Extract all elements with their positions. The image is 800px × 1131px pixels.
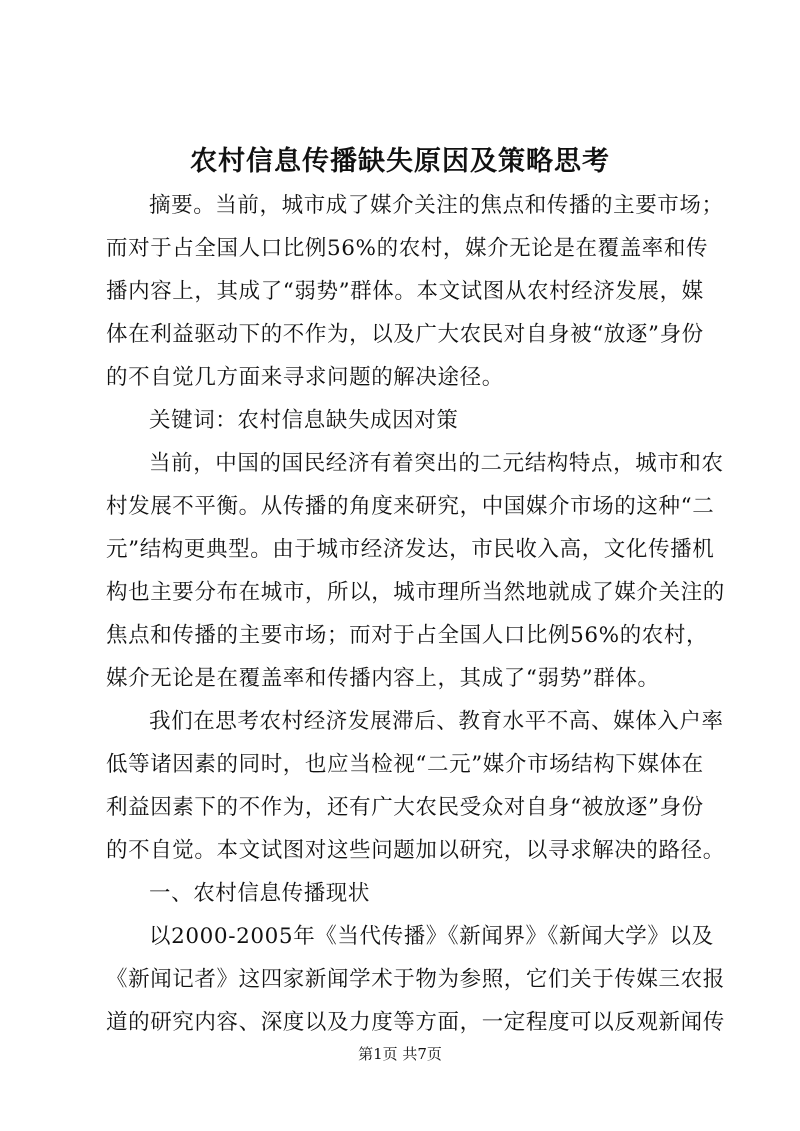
abstract-line-5: 的不自觉几方面来寻求问题的解决途径。	[106, 365, 504, 390]
body-line-9: 利益因素下的不作为，还有广大农民受众对自身“被放逐”身份	[106, 795, 704, 820]
body-line-4: 构也主要分布在城市，所以，城市理所当然地就成了媒介关注的	[106, 580, 725, 605]
body-line-7: 我们在思考农村经济发展滞后、教育水平不高、媒体入户率	[149, 709, 724, 734]
abstract-line-3: 播内容上，其成了“弱势”群体。本文试图从农村经济发展，媒	[106, 279, 704, 304]
body-line-1: 当前，中国的国民经济有着突出的二元结构特点，城市和农	[149, 451, 724, 476]
body-line-12: 《新闻记者》这四家新闻学术于物为参照，它们关于传媒三农报	[106, 967, 725, 992]
body-line-6: 媒介无论是在覆盖率和传播内容上，其成了“弱势”群体。	[106, 666, 660, 691]
body-line-10: 的不自觉。本文试图对这些问题加以研究，以寻求解决的路径。	[106, 838, 725, 863]
abstract-line-2: 而对于占全国人口比例56%的农村，媒介无论是在覆盖率和传	[106, 236, 709, 261]
body-line-13: 道的研究内容、深度以及力度等方面，一定程度可以反观新闻传	[106, 1010, 725, 1035]
document-title: 农村信息传播缺失原因及策略思考	[190, 146, 610, 177]
keywords-line: 关键词：农村信息缺失成因对策	[149, 408, 459, 433]
body-line-5: 焦点和传播的主要市场；而对于占全国人口比例56%的农村，	[106, 623, 709, 648]
section-heading: 一、农村信息传播现状	[149, 881, 371, 906]
body-line-11: 以2000-2005年《当代传播》《新闻界》《新闻大学》以及	[149, 924, 714, 949]
body-line-8: 低等诸因素的同时，也应当检视“二元”媒介市场结构下媒体在	[106, 752, 704, 777]
body-line-3: 元”结构更典型。由于城市经济发达，市民收入高，文化传播机	[106, 537, 715, 562]
body-line-2: 村发展不平衡。从传播的角度来研究，中国媒介市场的这种“二	[106, 494, 715, 519]
page-number: 第1页 共7页	[358, 1045, 442, 1063]
abstract-line-1: 摘要。当前，城市成了媒介关注的焦点和传播的主要市场；	[149, 193, 724, 218]
abstract-line-4: 体在利益驱动下的不作为，以及广大农民对自身被“放逐”身份	[106, 322, 704, 347]
